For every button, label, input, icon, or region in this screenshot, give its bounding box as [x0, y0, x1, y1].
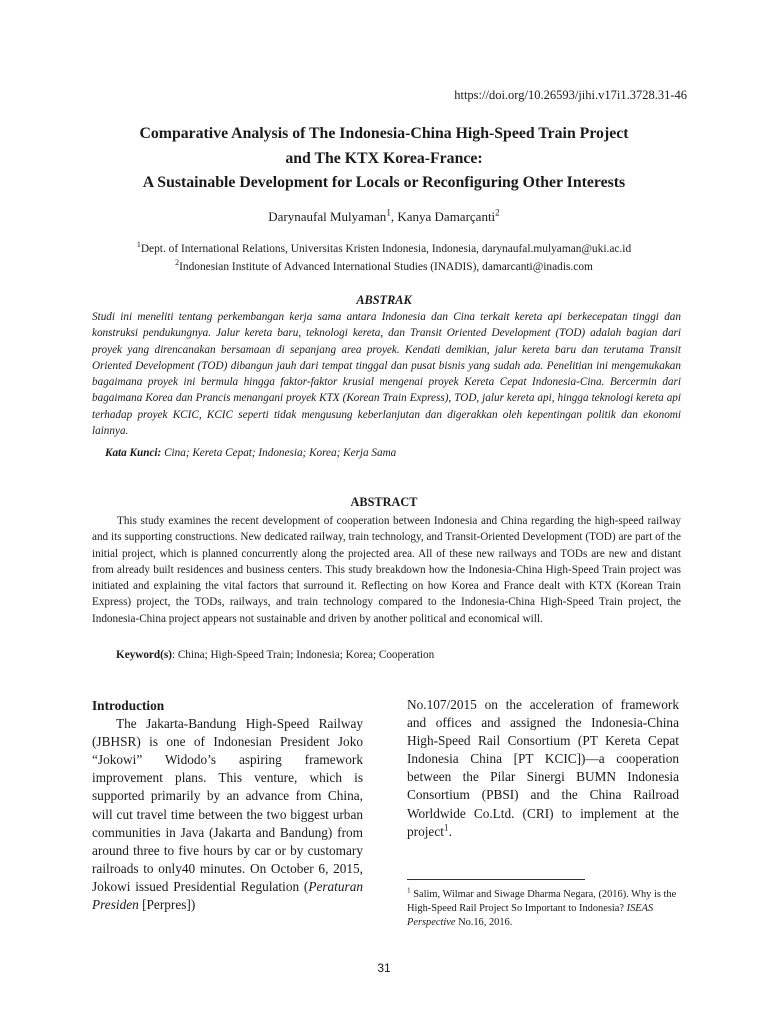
intro-italic-term: Peraturan Presiden — [92, 878, 363, 913]
author-affil-marker: 2 — [495, 207, 500, 218]
footnote-ref[interactable]: 1 — [443, 823, 449, 834]
kata-kunci-text: Cina; Kereta Cepat; Indonesia; Korea; Kerja Sama — [161, 447, 397, 459]
title-line-2: and The KTX Korea-France: — [285, 149, 483, 167]
intro-text: [Perpres]) — [138, 897, 196, 913]
footnote-text: Salim, Wilmar and Siwage Dharma Negara, (2016). Why is the High-Speed Rail Project So Important to Indonesia? — [407, 889, 677, 914]
affiliation-text: Dept. of International Relations, Universitas Kristen Indonesia, Indonesia, darynaufal.mulyaman@uki.ac.id — [140, 243, 632, 255]
affiliation — [0, 240, 768, 255]
abstrak-text: Studi ini meneliti tentang perkembangan kerja sama antara Indonesia dan Cina terkait kereta api berkecepatan tinggi dan konstruksi pendukungnya. Jalur kereta baru, teknologi kereta, dan Transit Oriented Development (TOD) adalah bagian dari proyek yang direncanakan bersamaan di sepanjang area proyek. Kendati demikian, jalur kereta baru dan terutama Transit Oriented Development (TOD) dibangun jauh dari tempat tinggal dan pusat bisnis yang sudah ada. Penelitian ini mengemukakan bagaimana proyek ini bermula hingga faktor-faktor krusial mengenai proyek Kereta Cepat Indonesia-Cina. Bercermin dari bagaimana Korea dan Prancis menangani proyek KTX (Korean Train Express), TOD, jalur kereta api, hingga teknologi kereta api terhadap proyek KCIC, KCIC seperti tidak mengusung keberlanjutan dan digerakkan oleh kepentingan politik dan ekonomi lainnya. — [92, 311, 681, 437]
footnote-italic: ISEAS Perspective — [407, 903, 654, 928]
intro-paragraph — [92, 715, 363, 914]
kata-kunci-label: Kata Kunci: — [105, 447, 162, 459]
abstract-text: This study examines the recent development of cooperation between Indonesia and China regarding the high-speed railway and its supporting constructions. New dedicated railway, train technology, and Transit-Oriented Development (TOD) are part of the initial project, which is planned concurrently along the projected area. All of these new railways and TODs are new and distant from already built residences and business centers. This study breakdown how the Indonesia-China High-Speed Train project was initiated and explaining the vital factors that surround it. Reflecting on how Korea and France dealt with KTX (Korean Train Express) project, the TODs, railways, and train technology compared to the Indonesia-China High-Speed Train project, the Indonesia-China project appears not sustainable and driven by another political and economical will. — [92, 515, 681, 625]
doi-link[interactable]: https://doi.org/10.26593/jihi.v17i1.3728.31-46 — [454, 88, 687, 102]
keywords-text: : China; High-Speed Train; Indonesia; Korea; Cooperation — [171, 649, 435, 661]
kata-kunci — [105, 447, 396, 459]
abstract-heading: ABSTRACT — [350, 495, 418, 509]
author-separator: , — [390, 209, 398, 224]
intro-column-left — [92, 697, 363, 914]
paper-title — [60, 122, 708, 196]
abstrak-body — [92, 309, 681, 439]
section-heading: Introduction — [92, 698, 165, 713]
affiliation-marker: 1 — [136, 240, 141, 250]
intro-column-right — [407, 696, 679, 841]
intro-paragraph-continued — [407, 696, 679, 841]
footnote-divider — [407, 879, 585, 880]
abstrak-heading: ABSTRAK — [356, 293, 412, 307]
author-list — [0, 209, 768, 225]
footnote — [407, 888, 679, 930]
keywords-label: Keyword(s) — [116, 649, 172, 661]
affiliation-text: Indonesian Institute of Advanced International Studies (INADIS), damarcanti@inadis.com — [179, 261, 593, 273]
affiliation — [0, 258, 768, 273]
keywords — [116, 649, 434, 661]
author-affil-marker: 1 — [386, 207, 391, 218]
intro-text: No.107/2015 on the acceleration of framework and offices and assigned the Indonesia-China High-Speed Rail Consortium (PT Kereta Cepat Indonesia China [PT KCIC])—a cooperation between the Pilar Sinergi BUMN Indonesia Consortium (PBSI) and the China Railroad Worldwide Co.Ltd. (CRI) to implement at the project — [407, 697, 679, 839]
abstract-body — [92, 513, 681, 627]
author-name: Darynaufal Mulyaman — [268, 209, 387, 224]
intro-text: The Jakarta-Bandung High-Speed Railway (JBHSR) is one of Indonesian President Joko “Jokowi” Widodo’s aspiring framework improvement plans. This venture, which is supported primarily by an advance from China, will cut travel time between the two biggest urban communities in Java (Jakarta and Bandung) from around three to five hours by car or by customary railroads to only40 minutes. On October 6, 2015, Jokowi issued Presidential Regulation ( — [92, 716, 363, 894]
page-number: 31 — [377, 961, 391, 975]
affiliation-marker: 2 — [175, 258, 180, 268]
intro-text: . — [448, 823, 452, 839]
footnote-marker: 1 — [407, 886, 411, 895]
title-line-3: A Sustainable Development for Locals or Reconfiguring Other Interests — [142, 174, 626, 191]
author-name: Kanya Damarçanti — [397, 209, 496, 224]
title-line-1: Comparative Analysis of The Indonesia-China High-Speed Train Project — [139, 125, 629, 142]
footnote-text: No.16, 2016. — [455, 917, 513, 928]
